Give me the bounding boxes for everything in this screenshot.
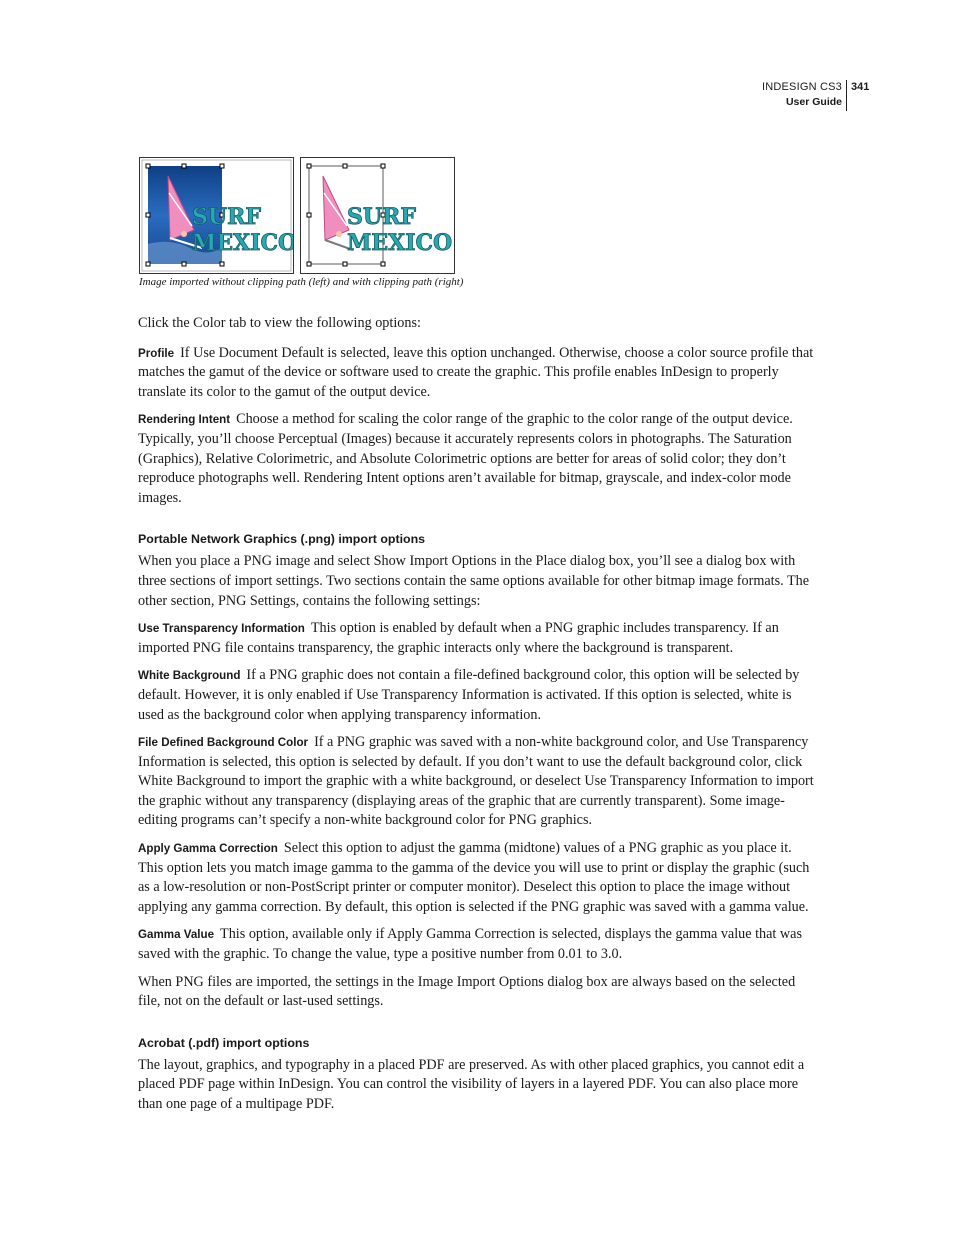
logo-word-1: SURF [192,204,261,230]
option-rendering-intent [138,410,818,508]
figure-panel-without-clipping [139,157,294,274]
option-profile [138,344,818,403]
option-term: Use Transparency Information [138,622,305,636]
selection-handle [343,164,347,168]
option-description: Select this option to adjust the gamma (midtone) values of a PNG graphic as you place it. This option lets you match image gamma to the gamma of the device you will use to print or display the graphic (such as a low-resolution or non-PostScript printer or computer monitor). Deselect this option to place the image without applying any gamma correction. By default, this option is selected if the PNG graphic was saved with a gamma value. [138,840,810,915]
option-term: File Defined Background Color [138,736,309,750]
selection-handle [146,213,150,217]
figure-panel-with-clipping [300,157,455,274]
option-description: Choose a method for scaling the color range of the graphic to the color range of the output device. Typically, you’ll choose Perceptual (Images) because it accurately represents colors in photographs. The Saturation (Graphics), Relative Colorimetric, and Absolute Colorimetric options are better for areas of solid color; they don’t reproduce photographs well. Rendering Intent options aren’t available for bitmap, grayscale, and index-color mode images. [138,411,793,506]
surf-mexico-image-with-clipping [301,158,454,273]
page-body [138,314,818,1123]
option-gamma-value [138,925,818,964]
png-intro: When you place a PNG image and select Show Import Options in the Place dialog box, you’ll see a dialog box with three sections of import settings. Two sections contain the same options available for other bitmap image formats. The other section, PNG Settings, contains the following settings: [138,553,810,609]
surf-mexico-image-without-clipping [140,158,293,273]
figure-caption: Image imported without clipping path (left) and with clipping path (right) [139,276,464,288]
logo-word-1: SURF [347,204,416,230]
header-divider [846,80,847,111]
running-header [0,80,954,114]
page-number: 341 [851,81,870,93]
selection-handle [343,262,347,266]
png-note: When PNG files are imported, the settings in the Image Import Options dialog box are always based on the selected file, not on the default or last-used settings. [138,973,796,1010]
selection-handle [182,262,186,266]
option-description: This option, available only if Apply Gamma Correction is selected, displays the gamma value that was saved with the graphic. To change the value, type a positive number from 0.01 to 3.0. [138,926,802,963]
header-product: INDESIGN CS3 [761,81,842,93]
color-tab-intro: Click the Color tab to view the following options: [138,315,421,331]
option-description: If Use Document Default is selected, leave this option unchanged. Otherwise, choose a color source profile that matches the gamut of the device or software used to create the graphic. This profile enables InDesign to properly translate its color to the gamut of the output device. [138,344,814,400]
selection-handle [381,164,385,168]
surfer-head [181,231,187,237]
header-titles [762,80,842,110]
section-heading-pdf: Acrobat (.pdf) import options [138,1035,310,1050]
selection-handle [182,164,186,168]
sail-shape [323,176,349,240]
option-use-transparency [138,619,818,658]
option-description: This option is enabled by default when a PNG graphic includes transparency. If an imported PNG file contains transparency, the graphic interacts only where the background is transparent. [138,620,779,656]
option-term: White Background [138,669,241,683]
logo-word-2: MEXICO [192,230,293,256]
header-guide: User Guide [785,96,842,108]
option-apply-gamma [138,839,818,917]
surfer-head [336,231,342,237]
selection-handle [146,262,150,266]
clipping-path-figure [139,157,459,275]
selection-handle [307,213,311,217]
section-heading-png: Portable Network Graphics (.png) import options [138,532,426,547]
selection-handle [307,164,311,168]
pdf-description: The layout, graphics, and typography in a placed PDF are preserved. As with other placed graphics, you cannot edit a placed PDF page within InDesign. You can control the visibility of layers in a layered PDF. You can also place more than one page of a multipage PDF. [138,1056,805,1112]
option-term: Rendering Intent [138,413,231,427]
option-term: Profile [138,346,175,360]
option-term: Apply Gamma Correction [138,842,278,856]
selection-handle [220,262,224,266]
selection-handle [381,262,385,266]
option-term: Gamma Value [138,928,215,942]
option-white-background [138,666,818,725]
logo-word-2: MEXICO [347,230,453,256]
option-description: If a PNG graphic was saved with a non-white background color, and Use Transparency Information is selected, this option is selected by default. If you don’t want to use the default background color, click White Background to import the graphic with a white background, or deselect Use Transparency Information to import the graphic without any transparency (displaying areas of the graphic that are currently transparent). Some image-editing programs can’t specify a non-white background color for PNG graphics. [138,734,814,829]
selection-handle [307,262,311,266]
option-description: If a PNG graphic does not contain a file-defined background color, this option will be selected by default. However, it is only enabled if Use Transparency Information is activated. If this option is selected, white is used as the background color when applying transparency information. [138,667,800,723]
selection-handle [220,164,224,168]
option-file-defined-background [138,733,818,831]
selection-handle [146,164,150,168]
